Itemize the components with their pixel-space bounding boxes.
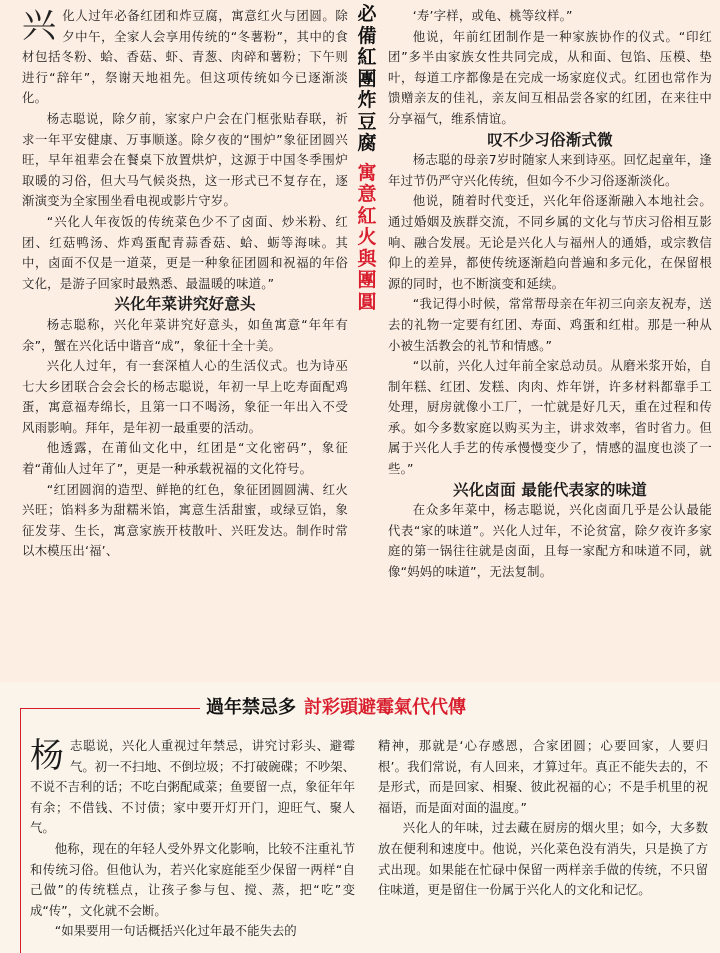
headline-char: 寓 [357, 161, 377, 184]
frame-rule-left [20, 708, 21, 953]
subheading: 叹不少习俗渐式微 [487, 130, 613, 149]
subheading: 兴化年菜讲究好意头 [114, 295, 256, 314]
paragraph-text: 化人过年必备红团和炸豆腐，寓意红火与团圆。除夕中午，全家人会享用传统的“冬薯粉”，其中的食材包括冬粉、蛤、香菇、虾、青葱、肉碎和薯粉；下午则进行“辞年”，祭谢天地祖先。但这项传统如今已逐渐淡化。 [22, 8, 348, 106]
paragraph: 杨志聪的母亲7岁时随家人来到诗巫。回忆起童年，逢年过节仍严守兴化传统，但如今不少习俗逐渐淡化。 [388, 152, 712, 188]
headline-char: 腐 [357, 132, 377, 154]
paragraph: 他透露，在莆仙文化中，红团是“文化密码”，象征着“莆仙人过年了”，更是一种承载祝福的文化符号。 [22, 440, 348, 477]
headline-main [352, 4, 382, 155]
paragraph: 杨志聪说，除夕前，家家户户会在门框张贴春联，祈求一年平安健康、万事顺遂。除夕夜的“围炉”象征团圆兴旺，早年祖辈会在餐桌下放置烘炉，这源于中国冬季围炉取暖的习俗，但大马气候炎热，这一形式已不复存在，逐渐演变为全家围坐看电视或影片守岁。 [22, 110, 348, 209]
headline-sub [352, 163, 382, 314]
headline-main: 過年禁忌多 [206, 697, 296, 718]
paragraph: 精神，那就是‘心存感恩，合家团圆；心要回家，人要归根’。我们常说，有人回来，才算过年。真正不能失去的，不是形式，而是回家、相聚、彼此祝福的心；不是手机里的祝福语，而是面对面的温度。” [378, 738, 708, 815]
headline-char: 圓 [357, 290, 377, 313]
headline-char: 必 [357, 3, 377, 25]
paragraph: “我记得小时候，常常帮母亲在年初三向亲友祝寿，送去的礼物一定要有红团、寿面、鸡蛋和红柑。那是一种从小被生活教会的礼节和情感。” [388, 296, 712, 353]
vertical-headline [352, 4, 382, 313]
drop-cap: 兴 [22, 6, 57, 46]
subheading: 兴化卤面 最能代表家的味道 [453, 480, 647, 499]
headline-char: 火 [357, 226, 377, 248]
lower-right-column [378, 736, 708, 901]
paragraph: “红团圆润的造型、鲜艳的红色，象征团圆圆满、红火兴旺；馅料多为甜糯米馅，寓意生活甜蜜，或绿豆馅，象征发芽、生长，寓意家族开枝散叶、兴旺发达。制作时常以木模压出‘福’、 [22, 481, 348, 559]
paragraph: “兴化人年夜饭的传统菜色少不了卤面、炒米粉、红团、红菇鸭汤、炸鸡蛋配青蒜香菇、蛤、蛎等海味。其中，卤面不仅是一道菜，更是一种象征团圆和祝福的年俗文化，是游子回家时最熟悉、最温暖的味道。” [22, 213, 348, 291]
paragraph: 他称，现在的年轻人受外界文化影响，比较不注重礼节和传统习俗。但他认为，若兴化家庭能至少保留一两样“自己做”的传统糕点，让孩子参与包、搅、蒸，把“吃”变成“传”，文化就不会断。 [30, 840, 355, 918]
paragraph: 他说，年前红团制作是一种家族协作的仪式。“印红团”多半由家族女性共同完成，从和面、包馅、压模、垫叶，每道工序都像是在完成一场家庭仪式。红团也常作为馈赠亲友的佳礼，亲友间互相品尝各家的红团，在来往中分享福气，维系情谊。 [388, 28, 712, 126]
frame-rule-top [20, 708, 200, 709]
paragraph [22, 6, 348, 109]
headline-char: 紅 [357, 46, 377, 68]
upper-right-column [388, 6, 712, 583]
paragraph: “如果要用一句话概括兴化过年最不能失去的 [54, 923, 297, 939]
headline-char: 紅 [357, 204, 377, 227]
headline-char: 炸 [357, 89, 377, 111]
drop-cap: 杨 [30, 736, 64, 776]
paragraph [30, 736, 355, 839]
upper-left-column [22, 6, 348, 562]
paragraph: 在众多年菜中，杨志聪说，兴化卤面几乎是公认最能代表“家的味道”。兴化人过年，不论贫富，除夕夜许多家庭的第一锅往往就是卤面，且每一家配方和味道不同，就像“妈妈的味道”，无法复制。 [388, 502, 712, 580]
lower-headline [206, 696, 466, 720]
headline-char: 備 [357, 24, 377, 47]
lower-left-column [30, 736, 355, 942]
headline-char: 團 [357, 67, 377, 90]
paragraph: ‘寿’字样，或龟、桃等纹样。” [412, 8, 573, 23]
paragraph: 兴化人过年，有一套深植人心的生活仪式。也为诗巫七大乡团联合会会长的杨志聪说，年初一早上吃寿面配鸡蛋，寓意福寿绵长，且第一口不喝汤，象征一年出入不受风雨影响。拜年，是年初一最重要的活动。 [22, 358, 348, 435]
paragraph-text: 志聪说，兴化人重视过年禁忌，讲究讨彩头、避霉气。初一不扫地、不倒垃圾；不打破碗碟；不吵架、不说不吉利的话；不吃白粥配咸菜；鱼要留一点，象征年年有余；不借钱、不讨债；家中要开灯开门，迎旺气、聚人气。 [30, 738, 355, 836]
paragraph: 他说，随着时代变迁，兴化年俗逐渐融入本地社会。通过婚姻及族群交流，不同乡属的文化与节庆习俗相互影响、融合发展。无论是兴化人与福州人的通婚，或宗教信仰上的差异，都使传统逐渐趋向普遍和多元化，在保留根源的同时，也不断演变和延续。 [388, 193, 712, 291]
headline-sub: 討彩頭避霉氣代代傳 [304, 697, 466, 718]
paragraph: “以前，兴化人过年前全家总动员。从磨米浆开始，自制年糕、红团、发糕、肉肉、炸年饼，许多材料都靠手工处理，厨房就像小工厂，一忙就是好几天，重在过程和传承。如今多数家庭以购买为主，讲求效率，省时省力。但属于兴化人手艺的传承慢慢变少了，情感的温度也淡了一些。” [388, 358, 712, 477]
paragraph: 兴化人的年味，过去藏在厨房的烟火里；如今，大多数放在便利和速度中。他说，兴化菜色没有消失，只是换了方式出现。如果能在忙碌中保留一两样亲手做的传统，不只留住味道，更是留住一份属于兴化人的文化和记忆。 [378, 820, 708, 898]
headline-char: 團 [357, 269, 377, 291]
headline-char: 意 [357, 183, 377, 205]
headline-char: 與 [357, 247, 377, 270]
paragraph: 杨志聪称，兴化年菜讲究好意头，如鱼寓意“年年有余”，蟹在兴化话中谐音“成”，象征十全十美。 [22, 316, 348, 353]
headline-char: 豆 [357, 110, 377, 133]
